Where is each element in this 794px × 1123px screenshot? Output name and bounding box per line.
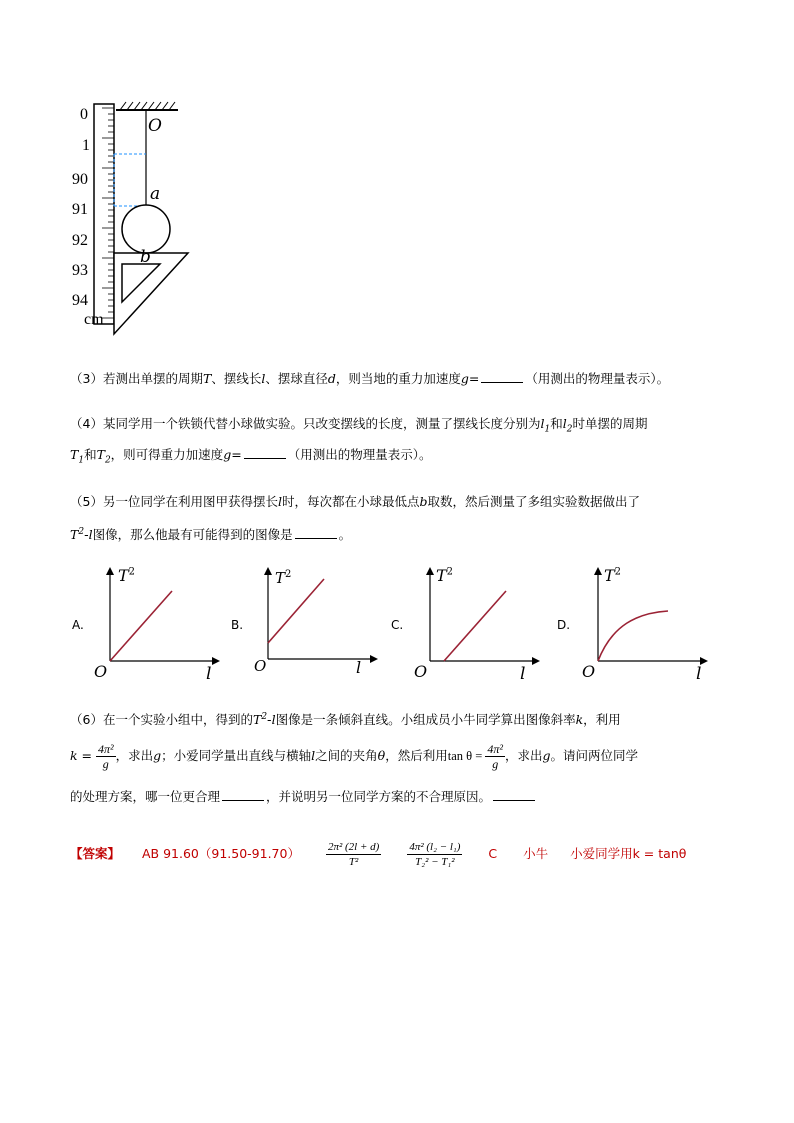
q4-l1: l: [540, 416, 545, 431]
graph-A-line: [110, 591, 172, 661]
graph-B: [252, 565, 382, 685]
pendulum-apparatus-figure: [70, 98, 200, 338]
graph-C-ylabel: $T^2$: [436, 566, 454, 585]
answer-line: [70, 840, 686, 869]
graph-B-xlabel: l: [356, 658, 362, 677]
q6-theta: θ: [377, 748, 386, 763]
q3-mid3: ，则当地的重力加速度: [335, 371, 461, 386]
q5-T: T: [70, 527, 79, 543]
question-4-line-2: [70, 440, 730, 476]
graph-C-origin: O: [414, 662, 428, 681]
option-A-label: A.: [72, 618, 84, 632]
answer-tag: 【答案】: [70, 846, 121, 861]
ruler-label-94: 94: [72, 292, 88, 309]
graph-D-curve: [598, 611, 668, 661]
q6-tan: tan θ =: [447, 749, 486, 763]
q4-line2-mid: ，则可得重力加速度: [110, 447, 224, 462]
q6-g2: g: [542, 748, 551, 763]
q6-line2b: ；小爱同学量出直线与横轴: [161, 748, 312, 763]
q6-eq: =: [77, 748, 96, 763]
q5-line1: （5）另一位同学在利用图甲获得摆长: [70, 494, 278, 509]
ruler-label-93: 93: [72, 262, 88, 279]
q4-g: g: [223, 447, 232, 462]
q6-line2d: ，然后利用: [385, 748, 448, 763]
answer-1: AB 91.60（91.50-91.70）: [142, 846, 300, 861]
q5-l2: l: [88, 527, 93, 543]
ruler-label-91: 91: [72, 201, 88, 218]
q6-dash: -: [267, 712, 272, 728]
graph-D-xlabel: l: [696, 664, 702, 684]
q3-eq: =: [468, 371, 480, 386]
q5-dash: -: [84, 527, 89, 543]
q4-l2-sub: 2: [566, 424, 573, 435]
q4-answer-blank[interactable]: [244, 447, 286, 459]
q3-mid1: 、摆线长: [211, 371, 262, 386]
graph-B-ylabel: $T^2$: [275, 569, 292, 587]
question-6-line-3: [70, 782, 730, 811]
q4-line1-suffix: 时单摆的周期: [572, 416, 648, 431]
q6-line1c: ，利用: [583, 712, 621, 728]
q6-line3: 的处理方案，哪一位更合理: [70, 789, 221, 804]
answer-formula-2: $\frac{\text{4π² (l₂ − l₁)}}{\text{T₂² − T₁²}}$: [409, 841, 461, 868]
q5-line1b: 时，每次都在小球最低点: [281, 494, 420, 509]
graph-C-xlabel: l: [520, 664, 526, 684]
q3-d: d: [327, 371, 336, 386]
option-C-label: C.: [391, 618, 404, 632]
q3-answer-blank[interactable]: [481, 371, 523, 383]
graph-A-origin: O: [94, 662, 108, 681]
q5-sup: 2: [78, 527, 85, 537]
q6-l2: l: [311, 748, 316, 763]
graph-C-line: [444, 591, 506, 661]
graph-A-ylabel: $T^2$: [118, 566, 136, 585]
option-B-label: B.: [231, 618, 244, 632]
answer-4: C: [488, 846, 498, 861]
q4-l1-sub: 1: [544, 424, 551, 435]
q6-answer-blank-1[interactable]: [222, 789, 264, 801]
q3-g: g: [460, 371, 469, 386]
q6-g: g: [153, 748, 162, 763]
q4-l2: l: [562, 416, 567, 431]
q4-T1-sub: 1: [78, 455, 85, 466]
ruler-label-90: 90: [72, 171, 88, 188]
answer-5: 小牛: [523, 846, 549, 861]
answer-6: 小爱同学用k = tanθ: [570, 846, 687, 861]
q4-T2: T: [96, 447, 105, 462]
q4-line1-prefix: （4）某同学用一个铁锁代替小球做实验。只改变摆线的长度，测量了摆线长度分别为: [70, 416, 541, 431]
graph-B-line: [268, 579, 324, 643]
q6-l: l: [271, 712, 276, 728]
q4-and2: 和: [84, 447, 97, 462]
q6-line2f: 。请问两位同学: [550, 748, 639, 763]
q6-line3b: ，并说明另一位同学方案的不合理原因。: [266, 789, 492, 804]
q5-b: b: [419, 494, 428, 509]
q3-mid2: 、摆球直径: [265, 371, 328, 386]
q4-suffix: （用测出的物理量表示）。: [287, 447, 432, 462]
q6-sup: 2: [261, 712, 268, 722]
ruler-label-92: 92: [72, 232, 88, 249]
question-5-line-2: [70, 518, 730, 549]
graph-D-origin: O: [582, 662, 596, 681]
q6-line2a: ，求出: [115, 748, 154, 763]
q6-k2: k: [70, 748, 78, 763]
q4-T2-sub: 2: [104, 455, 111, 466]
point-a-label: a: [150, 184, 161, 204]
q3-suffix: （用测出的物理量表示）。: [525, 371, 670, 386]
q5-line1c: 取数，然后测量了多组实验数据做出了: [427, 494, 641, 509]
q5-answer-blank[interactable]: [295, 527, 337, 539]
q4-eq: =: [231, 447, 242, 462]
q4-T1: T: [70, 447, 79, 462]
graph-B-origin: O: [254, 657, 267, 675]
ruler-label-1: 1: [82, 137, 90, 154]
q3-T: T: [202, 371, 212, 386]
q6-formula-fraction-1: $\frac{\text{4π²}}{g}$: [98, 742, 114, 771]
option-D-label: D.: [557, 618, 571, 632]
q6-line1: （6）在一个实验小组中，得到的: [70, 712, 253, 728]
q6-formula-fraction-2: $\frac{\text{4π²}}{g}$: [487, 742, 504, 771]
q6-line1b: 图像是一条倾斜直线。小组成员小牛同学算出图像斜率: [275, 712, 576, 728]
ruler-unit-label: cm: [84, 311, 104, 328]
question-5: [70, 487, 730, 516]
point-b-label: b: [140, 247, 151, 267]
q5-line2: 图像，那么他最有可能得到的图像是: [92, 527, 293, 543]
question-3: [70, 364, 730, 393]
graph-A-xlabel: l: [206, 664, 212, 684]
q6-line2e: ，求出: [505, 748, 543, 763]
q5-l: l: [277, 494, 282, 509]
graph-D-ylabel: $T^2$: [604, 566, 622, 585]
point-O-label: O: [148, 116, 162, 136]
q6-T: T: [252, 712, 262, 728]
answer-formula-1: $\frac{\text{2π² (2l + d)}}{\text{T²}}$: [327, 841, 380, 868]
graph-D: [582, 565, 712, 685]
q4-and: 和: [550, 416, 563, 431]
q3-l: l: [261, 371, 266, 386]
q6-line2c: 之间的夹角: [315, 748, 378, 763]
q6-k: k: [575, 712, 584, 728]
question-6: [70, 703, 730, 734]
q6-answer-blank-2[interactable]: [493, 789, 535, 801]
q5-end: 。: [338, 527, 352, 543]
ruler-label-0: 0: [80, 106, 88, 123]
question-6-line-2: [70, 738, 730, 774]
graph-A: [94, 565, 224, 685]
q3-prefix: （3）若测出单摆的周期: [70, 371, 203, 386]
